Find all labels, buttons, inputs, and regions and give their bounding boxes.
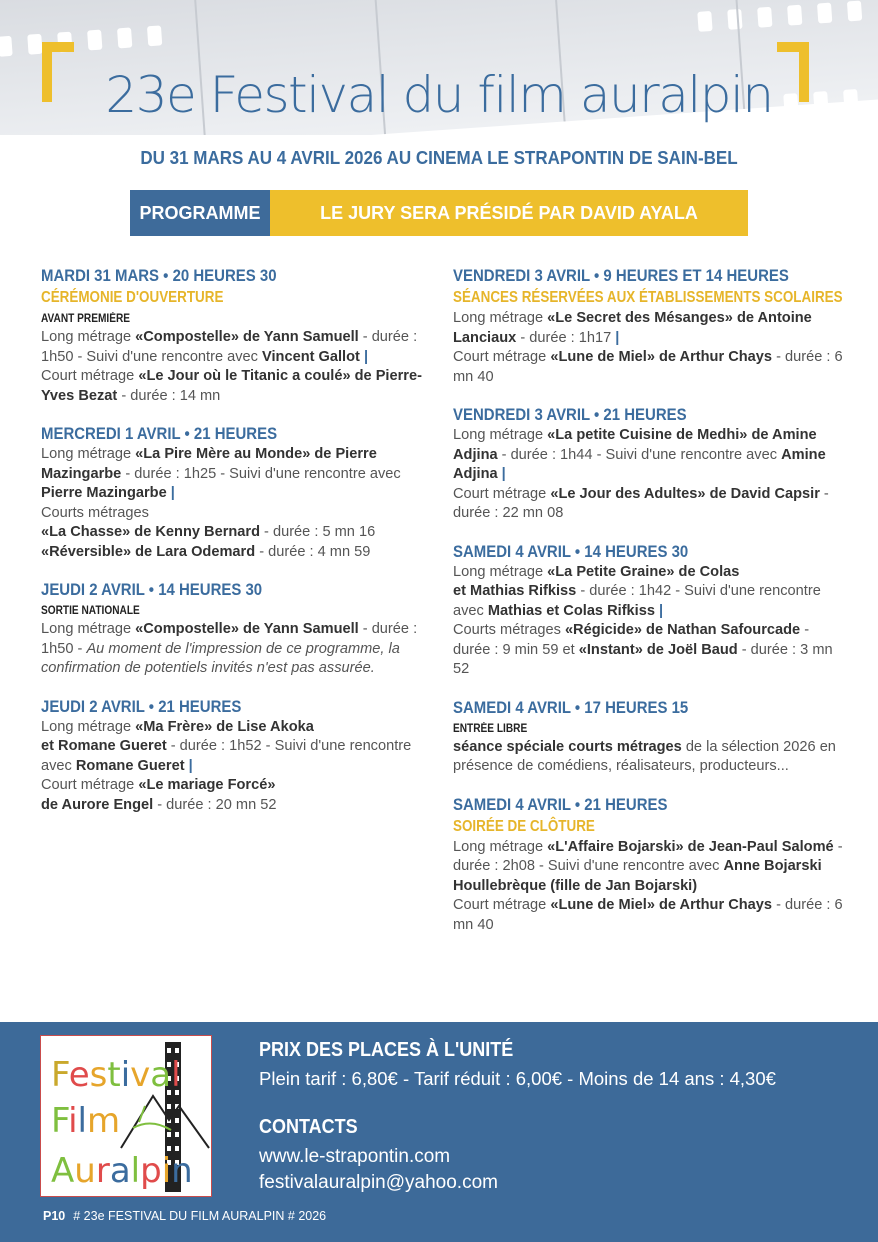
event-heading: MERCREDI 1 AVRIL • 21 HEURES xyxy=(41,424,278,443)
email-link[interactable]: festivalauralpin@yahoo.com xyxy=(259,1172,498,1193)
logo-word-auralpin: Auralpin xyxy=(51,1151,193,1191)
page-footer xyxy=(43,1209,326,1223)
event-detail: Court métrage «Le Jour des Adultes» de David Capsir - durée : 22 mn 08 xyxy=(453,485,829,521)
event-detail: Long métrage «L'Affaire Bojarski» de Jean-Paul Salomé - durée : 2h08 - Suivi d'une rencontre avec Anne Bojarski Houllebrèque (fille de Jan Bojarski) xyxy=(453,838,843,894)
event-subheading: SÉANCES RÉSERVÉES AUX ÉTABLISSEMENTS SCOLAIRES xyxy=(453,289,843,306)
event-detail: Court métrage «Le mariage Forcé» de Aurore Engel - durée : 20 mn 52 xyxy=(41,777,277,813)
contact-heading: CONTACTS xyxy=(259,1116,358,1138)
event-subheading: CÉRÉMONIE D'OUVERTURE xyxy=(41,289,224,306)
programme-label: PROGRAMME xyxy=(130,190,270,236)
event-block xyxy=(453,697,843,777)
event-heading: SAMEDI 4 AVRIL • 17 HEURES 15 xyxy=(453,697,689,717)
event-detail: Court métrage «Lune de Miel» de Arthur Chays - durée : 6 mn 40 xyxy=(453,897,843,933)
logo-graphic xyxy=(41,1036,211,1196)
event-block xyxy=(453,794,843,936)
logo-word-film: Film xyxy=(51,1101,121,1141)
logo-word-festival: Festival xyxy=(51,1055,181,1095)
event-heading: VENDREDI 3 AVRIL • 9 HEURES ET 14 HEURES xyxy=(453,266,789,285)
price-heading: PRIX DES PLACES À L'UNITÉ xyxy=(259,1039,514,1061)
event-block xyxy=(41,423,441,562)
event-detail: Long métrage «Compostelle» de Yann Samuell - durée : 1h50 - Suivi d'une rencontre avec Vincent Gallot | xyxy=(41,329,418,365)
event-heading: VENDREDI 3 AVRIL • 21 HEURES xyxy=(453,405,687,424)
event-tag: AVANT PREMIÈRE xyxy=(41,313,131,325)
event-detail: Long métrage «Ma Frère» de Lise Akoka et Romane Gueret - durée : 1h52 - Suivi d'une rencontre avec Romane Gueret | xyxy=(41,718,412,774)
event-block xyxy=(453,541,843,680)
page-caption: # 23e FESTIVAL DU FILM AURALPIN # 2026 xyxy=(73,1209,327,1223)
event-block xyxy=(41,265,441,406)
price-text: Plein tarif : 6,80€ - Tarif réduit : 6,00€ - Moins de 14 ans : 4,30€ xyxy=(259,1068,776,1089)
event-detail: Long métrage «La petite Cuisine de Medhi» de Amine Adjina - durée : 1h44 - Suivi d'une rencontre avec Amine Adjina | xyxy=(453,427,826,482)
event-detail: Court métrage «Lune de Miel» de Arthur Chays - durée : 6 mn 40 xyxy=(453,349,843,385)
festival-dates: DU 31 MARS AU 4 AVRIL 2026 AU CINEMA LE STRAPONTIN DE SAIN-BEL xyxy=(140,147,738,168)
event-heading: JEUDI 2 AVRIL • 21 HEURES xyxy=(41,696,242,716)
event-heading: JEUDI 2 AVRIL • 14 HEURES 30 xyxy=(41,580,263,599)
schedule-right-column xyxy=(453,265,843,952)
event-block xyxy=(41,579,441,679)
page-number: P10 xyxy=(43,1209,66,1223)
event-subheading: SOIRÉE DE CLÔTURE xyxy=(453,817,595,835)
event-detail: Long métrage «Compostelle» de Yann Samuell - durée : 1h50 - Au moment de l'impression de ce programme, la confirmation de potentiels invités n'est pas assurée. xyxy=(41,621,418,676)
event-detail: Long métrage «Le Secret des Mésanges» de Antoine Lanciaux - durée : 1h17 | xyxy=(453,310,812,346)
event-tag: ENTRÉE LIBRE xyxy=(453,722,528,735)
event-heading: SAMEDI 4 AVRIL • 14 HEURES 30 xyxy=(453,541,689,561)
event-detail: Long métrage «La Petite Graine» de Colas et Mathias Rifkiss - durée : 1h42 - Suivi d'une rencontre avec Mathias et Colas Rifkiss | xyxy=(453,563,821,619)
festival-logo xyxy=(40,1035,212,1197)
programme-banner xyxy=(130,190,748,236)
event-detail: Courts métrages «La Chasse» de Kenny Bernard - durée : 5 mn 16 «Réversible» de Lara Odemard - durée : 4 mn 59 xyxy=(41,504,376,560)
event-detail: Courts métrages «Régicide» de Nathan Safourcade - durée : 9 min 59 et «Instant» de Joël Baud - durée : 3 mn 52 xyxy=(453,622,833,677)
event-tag: SORTIE NATIONALE xyxy=(41,605,140,617)
event-heading: MARDI 31 MARS • 20 HEURES 30 xyxy=(41,266,277,285)
event-block xyxy=(453,404,843,524)
schedule-left-column xyxy=(41,265,441,832)
event-detail: séance spéciale courts métrages de la sélection 2026 en présence de comédiens, réalisateurs, producteurs... xyxy=(453,738,836,774)
jury-label: LE JURY SERA PRÉSIDÉ PAR DAVID AYALA xyxy=(270,190,748,236)
event-block xyxy=(41,696,441,816)
festival-title: 23e Festival du film auralpin xyxy=(105,66,773,124)
event-heading: SAMEDI 4 AVRIL • 21 HEURES xyxy=(453,794,668,814)
event-block xyxy=(453,265,843,387)
event-detail: Long métrage «La Pire Mère au Monde» de Pierre Mazingarbe - durée : 1h25 - Suivi d'une rencontre avec Pierre Mazingarbe | xyxy=(41,446,401,501)
event-detail: Court métrage «Le Jour où le Titanic a coulé» de Pierre-Yves Bezat - durée : 14 mn xyxy=(41,368,422,404)
website-link[interactable]: www.le-strapontin.com xyxy=(259,1146,451,1167)
